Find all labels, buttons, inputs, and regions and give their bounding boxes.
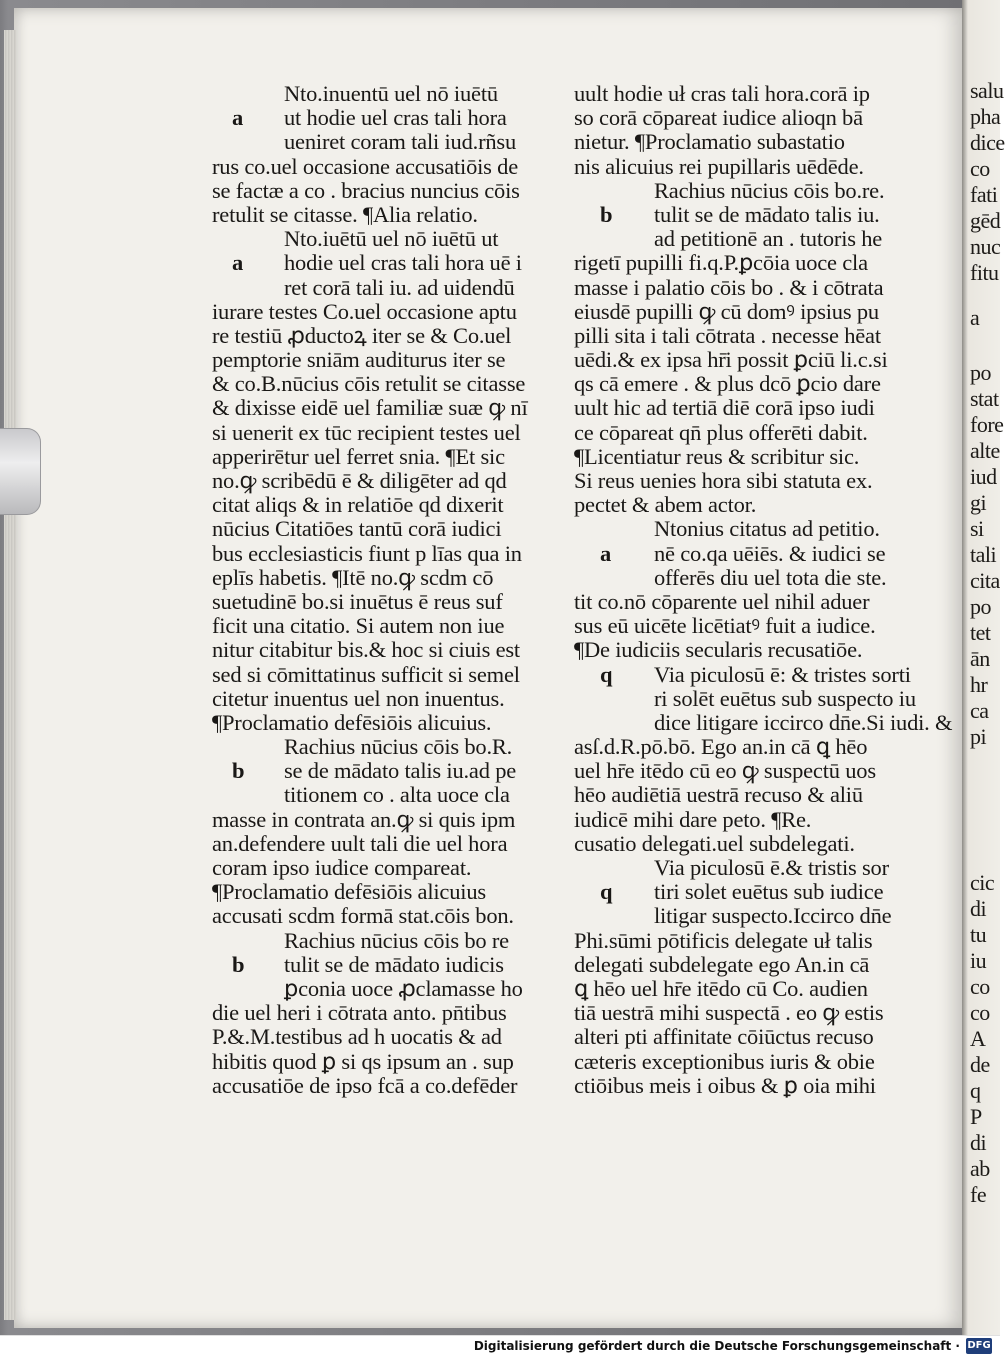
text-line <box>212 638 550 662</box>
text-line <box>574 348 920 372</box>
text-line <box>212 735 550 759</box>
text-line <box>212 276 550 300</box>
margin-marker: b <box>600 201 613 227</box>
left-text-column <box>212 82 550 1098</box>
page-edges <box>4 30 16 1320</box>
line-text: si uenerit ex tūc recipient testes uel <box>212 419 521 445</box>
text-line <box>574 469 920 493</box>
text-line <box>574 832 920 856</box>
text-line <box>574 251 920 275</box>
facing-page-fragment: di <box>970 1130 987 1155</box>
line-text: ¶Proclamatio defēsiōis alicuius <box>212 879 486 905</box>
line-text: se de mādato talis iu.ad pe <box>284 758 517 784</box>
text-line <box>212 711 550 735</box>
line-text: apperirētur uel ferret snia. ¶Et sic <box>212 443 505 469</box>
facing-page-fragment: nuc <box>970 234 1001 259</box>
line-text: nis alicuius rei pupillaris uēdēde. <box>574 153 864 179</box>
text-line <box>574 783 920 807</box>
line-text: & co.B.nūcius cōis retulit se citasse <box>212 371 526 397</box>
line-text: litigar suspecto.Iccirco dn̄e <box>654 903 892 929</box>
line-text: uult hodie uł cras tali hora.corā ip <box>574 81 870 106</box>
text-line <box>574 276 920 300</box>
facing-page-fragment: a <box>970 305 980 330</box>
line-text: ad petitionē an . tutoris he <box>654 226 883 252</box>
text-line <box>212 251 550 275</box>
line-text: P.&.M.testibus ad h uocatis & ad <box>212 1024 502 1050</box>
line-text: uult hic ad tertiā diē corā ipso iudi <box>574 395 875 421</box>
facing-page-fragment: tali <box>970 542 997 567</box>
line-text: offerēs diu uel tota die ste. <box>654 564 887 590</box>
text-line <box>574 856 920 880</box>
facing-page-fragment: pha <box>970 104 1001 129</box>
line-text: alteri pti affinitate cōiūctus recuso <box>574 1024 874 1050</box>
text-line <box>212 1050 550 1074</box>
facing-page-edge <box>962 0 1005 1335</box>
line-text: tiri solet euētus sub iudice <box>654 879 884 905</box>
line-text: rigetī pupilli fi.q.P.ꝑcōia uoce cla <box>574 250 868 276</box>
text-line <box>574 709 953 735</box>
text-line <box>212 493 550 517</box>
facing-page-fragment: dice <box>970 130 1005 155</box>
line-text: qs cā emere . & plus dcō ꝑcio dare <box>574 371 881 397</box>
line-text: dice litigare iccirco dn̄e.Si iudi. & <box>654 709 953 735</box>
line-text: accusati scdm formā stat.cōis bon. <box>212 903 514 929</box>
text-line <box>574 735 920 759</box>
text-line <box>212 904 550 928</box>
text-line <box>574 590 920 614</box>
line-text: citetur inuentus uel non inuentus. <box>212 685 505 711</box>
text-line <box>574 614 920 638</box>
text-line <box>574 227 920 251</box>
text-line <box>574 1001 920 1025</box>
text-line <box>212 445 550 469</box>
line-text: pilli sita i tali cōtrata . necesse hēat <box>574 322 881 348</box>
margin-marker: q <box>600 879 613 905</box>
facing-page-fragment: po <box>970 360 991 385</box>
text-line <box>574 396 920 420</box>
text-line <box>212 808 550 832</box>
facing-page-fragment: P <box>970 1104 982 1129</box>
line-text: coram ipso iudice compareat. <box>212 855 472 880</box>
line-text: Via piculosū ē.& tristis sor <box>654 855 889 880</box>
line-text: iurare testes Co.uel occasione aptu <box>212 298 517 324</box>
facing-page-fragment: stat <box>970 386 999 411</box>
dfg-logo: DFG <box>966 1338 992 1354</box>
text-line <box>574 542 920 566</box>
margin-marker: b <box>232 951 245 977</box>
text-line <box>212 227 550 251</box>
facing-page-fragment: q <box>970 1078 981 1103</box>
footer-credit: Digitalisierung gefördert durch die Deutsche Forschungsgemeinschaft · <box>473 1339 960 1353</box>
facing-page-fragment: A <box>970 1026 986 1051</box>
text-line <box>574 130 920 154</box>
text-line <box>212 929 550 953</box>
line-text: asſ.d.R.pō.bō. Ego an.in cā ꝗ hēo <box>574 734 868 760</box>
text-line <box>574 759 920 783</box>
text-line <box>574 82 920 106</box>
line-text: tiā uestrā mihi suspectā . eo ꝙ estis <box>574 1000 884 1026</box>
text-line <box>574 300 920 324</box>
text-line <box>212 396 550 420</box>
line-text: ficit una citatio. Si autem non iue <box>212 613 505 639</box>
facing-page-fragment: co <box>970 156 990 181</box>
text-line <box>212 759 550 783</box>
text-line <box>212 421 550 445</box>
text-line <box>212 82 550 106</box>
facing-page-fragment: cic <box>970 870 995 895</box>
text-line <box>212 300 550 324</box>
text-line <box>212 832 550 856</box>
line-text: so corā cōpareat iudice alioqn bā <box>574 105 863 131</box>
text-line <box>212 348 550 372</box>
text-line <box>574 904 920 928</box>
text-line <box>574 880 920 904</box>
line-text: pectet & abem actor. <box>574 492 757 518</box>
line-text: re testiū ꝓductoꝝ iter se & Co.uel <box>212 322 512 348</box>
facing-page-fragment: tu <box>970 922 987 947</box>
line-text: hēo audiētiā uestrā recuso & aliū <box>574 782 863 808</box>
facing-page-fragment: gēd <box>970 208 1001 233</box>
text-line <box>212 542 550 566</box>
line-text: hodie uel cras tali hora uē i <box>284 250 522 276</box>
line-text: sed si cōmittatinus sufficit si semel <box>212 661 520 687</box>
text-line <box>212 663 550 687</box>
line-text: ut hodie uel cras tali hora <box>284 105 507 131</box>
line-text: pemptorie sniām auditurus iter se <box>212 347 506 373</box>
facing-page-fragment: salu <box>970 78 1004 103</box>
line-text: uēdi.& ex ipsa hr̄i possit ꝑciū li.c.si <box>574 347 888 373</box>
text-line <box>212 179 550 203</box>
line-text: Via piculosū ē: & tristes sorti <box>654 661 911 687</box>
facing-page-fragment: co <box>970 1000 990 1025</box>
text-line <box>212 783 550 807</box>
text-line <box>212 590 550 614</box>
text-line <box>212 469 550 493</box>
text-line <box>212 687 550 711</box>
text-line <box>212 130 550 154</box>
text-line <box>574 445 920 469</box>
facing-page-fragment: di <box>970 896 987 921</box>
text-line <box>574 638 920 662</box>
facing-page-fragment: alte <box>970 438 1000 463</box>
line-text: tulit se de mādato iudicis <box>284 951 504 977</box>
text-line <box>574 953 920 977</box>
margin-marker: a <box>232 250 244 276</box>
line-text: bus ecclesiasticis fiunt p līas qua in <box>212 540 522 566</box>
right-text-column <box>574 81 953 1098</box>
line-text: ꝗ hēo uel hr̄e itēdo cū Co. audien <box>574 975 868 1001</box>
line-text: citat aliqs & in relatiōe qd dixerit <box>212 492 504 518</box>
text-line <box>574 179 920 203</box>
digitization-footer <box>0 1335 1000 1357</box>
line-text: ce cōpareat qn̄ plus offerēti dabit. <box>574 419 868 445</box>
margin-marker: b <box>232 758 245 784</box>
line-text: suetudinē bo.si inuētus ē reus suf <box>212 588 503 614</box>
text-line <box>574 106 920 130</box>
line-text: Rachius nūcius cōis bo.re. <box>654 177 885 203</box>
facing-page-fragment: iu <box>970 948 987 973</box>
text-line <box>574 687 920 711</box>
facing-page-fragment: iud <box>970 464 997 489</box>
line-text: ꝑconia uoce ꝓclamasse ho <box>284 975 523 1001</box>
line-text: ueniret coram tali iud.rñsu <box>284 129 517 155</box>
facing-page-fragment: de <box>970 1052 990 1077</box>
text-line <box>574 663 920 687</box>
facing-page-fragment: ab <box>970 1156 990 1181</box>
text-line <box>574 372 920 396</box>
text-line <box>212 953 550 977</box>
text-line <box>212 106 550 130</box>
line-text: uel hr̄e itēdo cū eo ꝙ suspectū uos <box>574 758 876 784</box>
line-text: Nto.inuentū uel nō iuētū <box>284 81 498 106</box>
text-line <box>212 1001 550 1025</box>
text-line <box>574 1050 920 1074</box>
margin-marker: q <box>600 661 613 687</box>
text-line <box>212 203 550 227</box>
line-text: ¶De iudiciis secularis recusatiōe. <box>574 637 863 663</box>
facing-page-fragment: hr <box>970 672 988 697</box>
margin-marker: a <box>600 540 612 566</box>
text-line <box>574 977 920 1001</box>
line-text: Phi.sūmi pōtificis delegate uł talis <box>574 927 873 953</box>
facing-page-fragment: fati <box>970 182 998 207</box>
line-text: masse i palatio cōis bo . & i cōtrata <box>574 274 884 300</box>
facing-page-fragment: fe <box>970 1182 987 1207</box>
line-text: eplīs habetis. ¶Itē no.ꝙ scdm cō <box>212 564 494 590</box>
line-text: tulit se de mādato talis iu. <box>654 201 880 227</box>
text-line <box>212 372 550 396</box>
line-text: Nto.iuētū uel nō iuētū ut <box>284 226 499 252</box>
line-text: an.defendere uult tali die uel hora <box>212 830 508 856</box>
text-line <box>574 203 920 227</box>
text-line <box>212 566 550 590</box>
text-line <box>574 808 920 832</box>
line-text: die uel heri i cōtrata anto. pn̄tibus <box>212 1000 507 1026</box>
text-line <box>212 1074 550 1098</box>
text-line <box>212 880 550 904</box>
text-line <box>574 324 920 348</box>
line-text: cæteris exceptionibus iuris & obie <box>574 1048 875 1074</box>
line-text: tit co.nō cōparente uel nihil aduer <box>574 588 870 614</box>
line-text: ¶Licentiatur reus & scribitur sic. <box>574 443 860 469</box>
facing-page-fragment: gi <box>970 490 987 515</box>
text-line <box>574 1074 920 1098</box>
text-line <box>574 493 920 517</box>
text-line <box>212 155 550 179</box>
line-text: Rachius nūcius cōis bo re <box>284 927 509 953</box>
text-line <box>574 421 920 445</box>
line-text: se factæ a co . bracius nuncius cōis <box>212 177 520 203</box>
text-line <box>574 566 920 590</box>
line-text: Ntonius citatus ad petitio. <box>654 516 880 542</box>
line-text: ¶Proclamatio defēsiōis alicuius. <box>212 709 492 735</box>
line-text: retulit se citasse. ¶Alia relatio. <box>212 201 478 227</box>
line-text: no.ꝙ scribēdū ē & diligēter ad qd <box>212 468 507 493</box>
line-text: sus eū uicēte licētiatꝰ fuit a iudice. <box>574 613 876 639</box>
page-clip <box>0 428 41 515</box>
facing-page-fragment: fore <box>970 412 1004 437</box>
text-line <box>574 155 920 179</box>
line-text: titionem co . alta uoce cla <box>284 782 510 808</box>
facing-page-fragment: fitu <box>970 260 999 285</box>
facing-page-fragment: pi <box>970 724 987 749</box>
line-text: Si reus uenies hora sibi statuta ex. <box>574 468 873 493</box>
facing-page-fragment: ān <box>970 646 990 671</box>
line-text: cusatio delegati.uel subdelegati. <box>574 830 855 856</box>
line-text: ctiōibus meis i oibus & ꝑ oia mihi <box>574 1072 876 1098</box>
facing-page-fragment: si <box>970 516 984 541</box>
line-text: iudicē mihi dare peto. ¶Re. <box>574 806 812 832</box>
margin-marker: a <box>232 105 244 131</box>
text-line <box>212 517 550 541</box>
line-text: Rachius nūcius cōis bo.R. <box>284 734 513 760</box>
line-text: nūcius Citatiōes tantū corā iudici <box>212 516 502 542</box>
line-text: nietur. ¶Proclamatio subastatio <box>574 129 845 155</box>
text-line <box>212 324 550 348</box>
text-line <box>212 856 550 880</box>
line-text: ret corā tali iu. ad uidendū <box>284 274 515 300</box>
line-text: delegati subdelegate ego An.in cā <box>574 951 870 977</box>
facing-page-fragment: cita <box>970 568 1000 593</box>
text-line <box>212 614 550 638</box>
text-line <box>212 977 550 1001</box>
line-text: accusatiōe de ipso fcā a co.defēder <box>212 1072 518 1098</box>
text-line <box>212 1025 550 1049</box>
facing-page-fragment: co <box>970 974 990 999</box>
text-line <box>574 1025 920 1049</box>
line-text: ri solēt euētus sub suspecto iu <box>654 685 916 711</box>
line-text: hibitis quod ꝑ si qs ipsum an . sup <box>212 1048 514 1074</box>
line-text: rus co.uel occasione accusatiōis de <box>212 153 519 179</box>
text-line <box>574 929 920 953</box>
text-line <box>574 517 920 541</box>
line-text: nitur citabitur bis.& hoc si ciuis est <box>212 637 520 663</box>
line-text: nē co.qa uēiēs. & iudici se <box>654 540 886 566</box>
facing-page-fragment: ca <box>970 698 989 723</box>
facing-page-fragment: tet <box>970 620 991 645</box>
line-text: & dixisse eidē uel familiæ suæ ꝙ nī <box>212 395 528 421</box>
facing-page-fragment: po <box>970 594 991 619</box>
line-text: masse in contrata an.ꝙ si quis ipm <box>212 806 516 832</box>
line-text: eiusdē pupilli ꝙ cū domꝰ ipsius pu <box>574 298 879 324</box>
